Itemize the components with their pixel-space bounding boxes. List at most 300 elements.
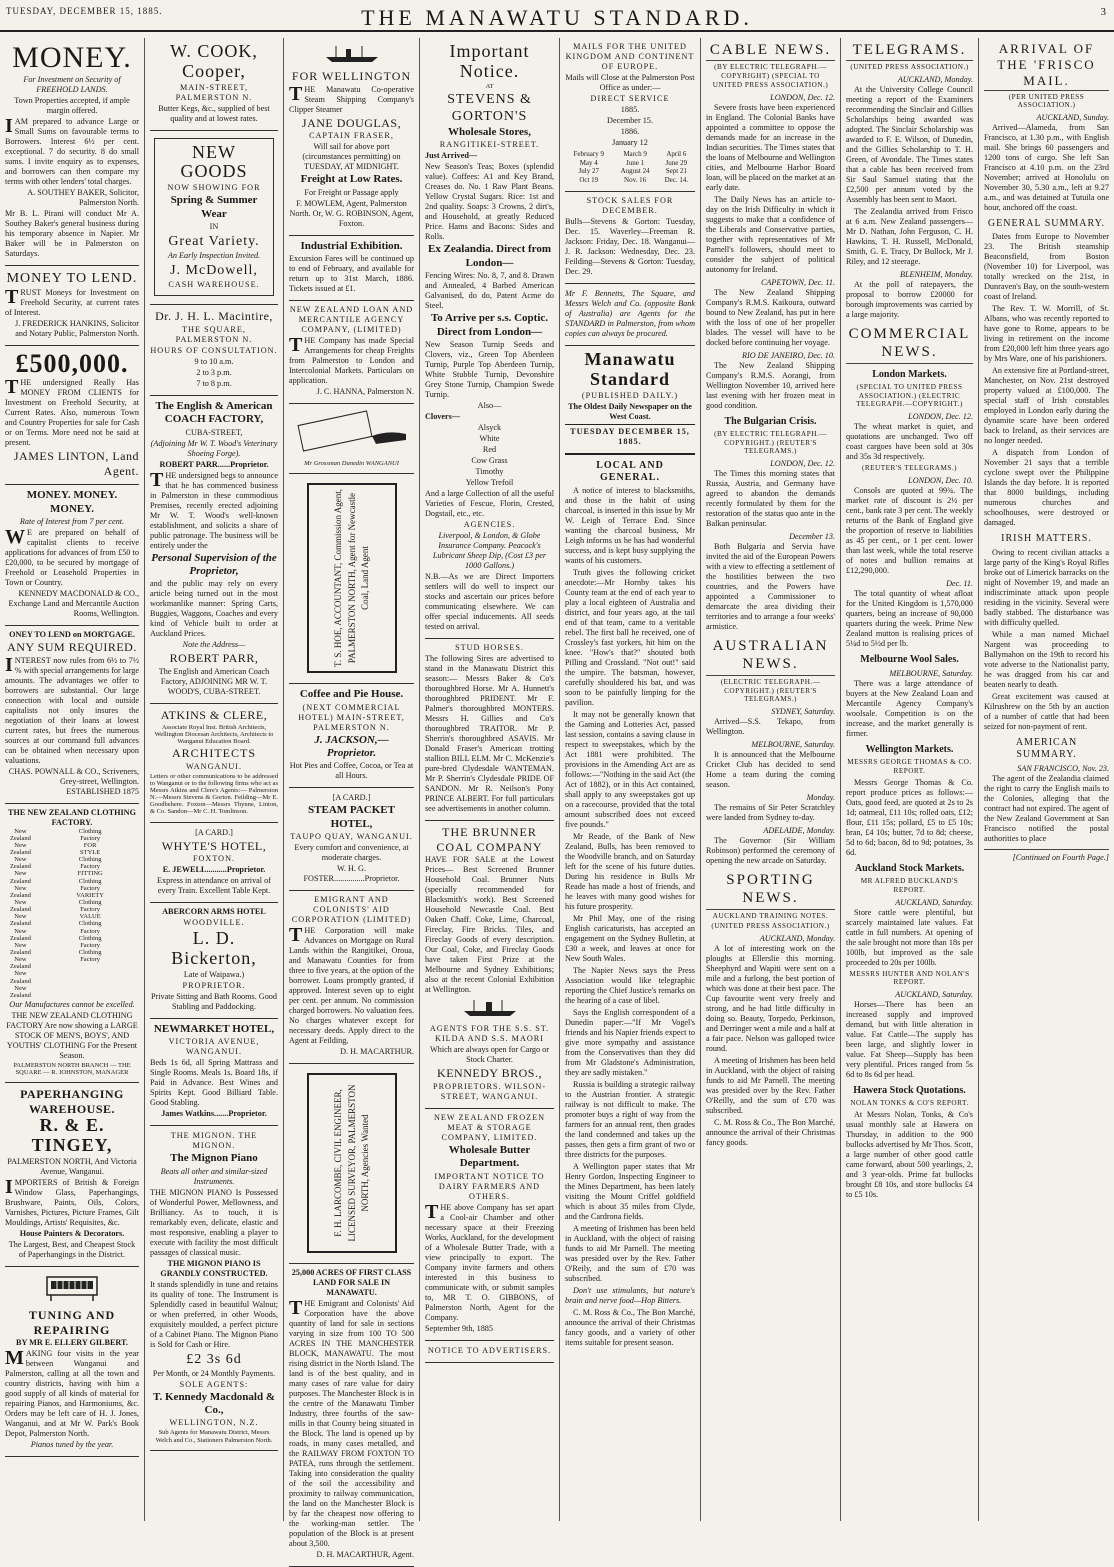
ad-aber-body: Private Sitting and Bath Rooms. Good Stabling and Paddocking. [151,991,277,1011]
table-cell: May 4 [579,158,598,167]
ad-otl-title: ONEY TO LEND on MORTGAGE. [9,629,135,639]
ad-tingey-body: IMPORTERS of British & Foreign Window Glass, Paperhangings, Brushware, Paints, Oils, Colors, Varnishes, Pictures, Picture Frames, Gilt Mouldings, Artists' Requisites, &c. [5,1176,139,1228]
aus-para-4: The Governor (Sir William Robinson) performed the ceremony of opening the new arcade on Saturday. [706,836,835,866]
wellington-para: Messrs George Thomas & Co. report produce prices as follows:—Oats, good feed, are quoted at 2s to 2s 1d; oatmeal, £11 10s; rolled oats, £12; flour, £11 15s; pollard, £5 to £5 10s; bran, £4 10s; butter, 7d to 8d; cheese, 5d to 6d; bacon, 8d to 9d; potatoes, 3s 6d. [846,777,973,857]
ad-whyte-card: [A CARD.] [195,827,233,837]
clothing-line-left: New Zealand [9,884,31,899]
hunter-nolan-sub: MESSRS HUNTER AND NOLAN'S REPORT. [849,969,970,987]
london-markets-sub: (SPECIAL TO UNITED PRESS ASSOCIATION.) (ELECTRIC TELEGRAPH.—COPYRIGHT.) [856,382,963,409]
mails-sub: DIRECT SERVICE [590,94,670,103]
lg-para-7: Russia is building a strategic railway to the Austrian frontier. A strategic railway is not difficult to make. The promoter buys a right of way from the farmers for an annual rent, then grades the land condemned and takes up the passes, then gets a firm grant of two or three districts for the purposes. [565,1080,695,1160]
melbourne-para: There was a large attendance of buyers at the New Zealand Loan and Mercantile Agency Company's woolsale. Competition is on the increase, and the market generally is firmer. [846,679,973,739]
ad-newm-proprietor: James Watkins.......Proprietor. [161,1109,267,1119]
ad-money-signature: A. SOUTHEY BAKER, Solicitor, Palmerston North. [27,187,139,207]
ad-brun-agents-body: Which are always open for Cargo or Stock Charter. [430,1045,549,1065]
irish-para-2: While a man named Michael Nargent was proceeding to Ballymahon on the 19th to record his vote adverse to the Nationalist party, he was dragged from his car and beaten nearly to death. [984,629,1109,689]
melbourne-loc: MELBOURNE, Saturday. [889,669,973,679]
ad-clothing-factory [5,804,139,1084]
ad-emig-signature: D. H. MACARTHUR. [340,1047,414,1057]
ad-atk-title: ATKINS & CLERE, [160,708,268,723]
aus-loc-1: SYDNEY, Saturday. [771,707,835,717]
masthead [0,0,1114,32]
ad-money-title: MONEY. [12,41,132,74]
sporting-news-title: SPORTING NEWS. [706,868,835,910]
london-para-1: The wheat market is quiet, and quotations are unchanged. Two off coast cargoes have been sold at 30s and 35s 3d respectively. [846,422,973,462]
piano-icon [45,1273,99,1303]
mails-body: Mails will Close at the Palmerston Post Office as under:— [565,73,695,92]
ad-coach-name2: ROBERT PARR, [169,651,259,666]
ad-newm-body: Beds 1s 6d, all Spring Mattrass and Single Rooms. Meals 1s. Board 18s, if Paid in Advance. Best Wines and Spirits Kept. Good Billiard Table. Good Stabling. [150,1058,278,1108]
lg-para-1: Truth gives the following cricket anecdote:—Mr Hornby takes his County team at the end of each year to play a local eighteen of Australia and district, and four years ago, at the tail end of that team, came to a veritable rebel. The first ball he received, one of Crossley's fast yorkers, hit him on the knee. "How's that?" shouted both Pilling and Crossland. "Not out!" said the umpire. The batsman, however, carefully shouldered his bat, and was soon to be painfully limping for the pavilion. [565,568,695,708]
ad-tingey-title: R. & E. TINGEY, [31,1115,113,1156]
table-cell: June 29 [665,158,688,167]
ad-cof-body: Hot Pies and Coffee, Cocoa, or Tea at all Hours. [289,761,414,781]
ad-newmarket-hotel [150,1019,278,1126]
ad-well-sail: Will sail for above port (circumstances permitting) on TUESDAY, AT MIDNIGHT. [302,142,401,172]
ad-mtl-body: TRUST Moneys for Investment on Freehold Security, at current rates of Interest. [5,285,139,317]
mails-date-1: 1886. [620,127,640,136]
clothing-line-right: STYLE [80,848,101,856]
ad-clovers-body: And a large Collection of all the useful Varieties of Fescue, Florin, Crested, Dogstail, etc., etc. [425,488,554,518]
ad-coffee-pie [289,684,414,788]
ad-steam-card: [A CARD.] [332,793,371,803]
cable-para-4: The New Zealand Shipping Company's R.M.S. Aorangi, from Wellington November 10, arrived here last evening with her frozen meat in good condition. [706,360,835,410]
ad-mig-grand: THE MIGNON PIANO IS GRANDLY CONSTRUCTED. [160,1258,268,1278]
auckland-stock-loc: AUCKLAND, Saturday. [895,897,973,907]
clothing-line-left: New Zealand [9,898,31,914]
page-number: 3 [1100,6,1106,18]
ad-frozen-meat [425,1109,554,1341]
ad-mig-terms: Per Month, or 24 Monthly Payments. [152,1368,276,1378]
ad-dr-hours-title: HOURS OF CONSULTATION. [150,345,278,355]
ad-tingey-trade: House Painters & Decorators. [19,1229,125,1239]
ad-asr-body: INTEREST now rules from 6½ to 7½ % with special arrangements for large amounts. The advantages we offer to borrowers are substantial. Our large connection with local and outside capitalists not only insures the negotiation of their loans at lowest current rates, but frees the numerous sources at our command full advances can be obtained when necessary upon valuations. [5,653,140,765]
ad-tuning-foot: Pianos tuned by the year. [30,1440,114,1450]
ad-imp-street: RANGITIKEI-STREET. [439,140,540,150]
sporting-loc: AUCKLAND, Monday. [759,934,835,944]
telegrams-loc-2: BLENHEIM, Monday. [900,270,973,280]
ad-mig-town: WELLINGTON, N.Z. [169,1418,259,1428]
wellington-markets-title: Wellington Markets. [865,744,954,756]
ad-tuning [5,1267,139,1457]
ms-tag: The Oldest Daily Newspaper on the West Coast. [568,401,692,421]
american-para: The agent of the Zealandia claimed the right to carry the English mails to the Colonies, alleging that the contract had not expired. The agent of the New Zealand Government at San Francisco notified the postal authorities to place [984,773,1109,843]
mails-schedule-table [565,150,695,184]
sporting-sub-1: AUCKLAND TRAINING NOTES. [712,911,829,920]
ad-aber-town: WOODVILLE. [183,918,245,928]
ad-mig-price: £2 3s 6d [186,1351,242,1367]
auckland-stock-title: Auckland Stock Markets. [854,862,965,874]
ad-dr-address: THE SQUARE, PALMERSTON N. [175,324,253,344]
frisco-mail-title: ARRIVAL OF THE 'FRISCO MAIL. [984,38,1109,91]
general-para-1: Dates from Europe to November 23. The British steamship Beaconsfield, from Boston (November 10) for Liverpool, was totally wrecked on the 21st, in Dunraven's Bay, on the south-western coast of Ireland. [984,232,1109,302]
ms-sub: (PUBLISHED DAILY.) [581,390,679,400]
column-3 [283,38,419,1560]
cable-news-title: CABLE NEWS. [706,38,835,61]
irish-para-3: Great excitement was caused at Kilrushrew on the 5th by an auction of a number of cattle that had been seized for non-payment of rent. [984,691,1109,731]
telegrams-para-3: At the poll of ratepayers, the proposal to borrow £20000 for borough improvements was carried by a large majority. [846,280,973,320]
ad-mig-body2: It stands splendidly in tune and retains its quality of tone. The Instrument is Splendidly cased in beautiful Walnut; or when preferred, in other Woods, exquisitely moulded, a perfect picture of a Cabinet Piano. The Mignon Piano is Sold for Cash or Hire. [150,1279,278,1349]
ad-agencies-body: Liverpool, & London, & Globe Insurance Company. Peacock's Lubricant Sheep Dip, (Cost £3 per 1000 Gallons.) [432,530,547,570]
general-summary-title: GENERAL SUMMARY. [987,218,1106,230]
ad-whyte-title: WHYTE'S HOTEL, [161,838,267,853]
ad-well-ship: JANE DOUGLAS, [301,115,402,130]
frisco-mail-para: Arrived—Alameda, from San Francisco, at 1.30 p.m., with English mail. She brings 60 passengers and 1200 tons of cargo. She left San Francisco at 4.10 p.m. on the 23rd November; arrived at Honolulu on November 30, 5.30 a.m., left at 9.27 a.m., and was detained at Tutuila one hour, anchored off the coast. [984,123,1109,213]
telegrams-para-2: The Zealandia arrived from Frisco at 6 a.m. New Zealand passengers—Mr D. Nathan, John Ferguson, C. H. Hawkins, T. H. Russell, McDonald, Smith, G. E. Tracy, Dr Bullock, Mr J. Riley, and 12 steerage. [846,207,973,267]
ad-coach-address-note: Note the Address— [182,640,246,650]
ad-clover-2: Red [482,444,497,454]
ad-nz-branch: PALMERSTON NORTH BRANCH — THE SQUARE — R. JOHNSTON, MANAGER [13,1061,131,1077]
ad-imp-at: AT [485,82,494,90]
melbourne-wool-title: Melbourne Wool Sales. [860,653,959,665]
column-4 [419,38,559,1521]
ad-500000-body: THE undersigned Really Has MONEY FROM CLIENTS for Investment on Freehold Security, at Current Rates. Also, numerous Town and Country Properties for sale for Cash or on Terms. More need not be said at present. [5,375,139,447]
ad-tingey [5,1083,139,1267]
ad-imp-sub: Wholesale Stores, [448,125,531,138]
ad-industrial-exhibition [289,236,414,301]
telegrams-sub: (UNITED PRESS ASSOCIATION.) [850,63,969,72]
ad-nz-show: THE NEW ZEALAND CLOTHING FACTORY Are now showing a LARGE STOCK OF MEN'S, BOYS', AND YOUTHS' CLOTHING For the Present Season. [6,1010,138,1060]
australian-news-title: AUSTRALIAN NEWS. [706,634,835,676]
ad-new-goods [150,131,278,306]
column-7 [840,38,978,1521]
table-cell: June 1 [626,158,645,167]
frisco-mail-sub: (PER UNITED PRESS ASSOCIATION.) [1008,92,1085,110]
ad-ind-body: Excursion Fares will be continued up to end of February, and available for return up to 31st March, 1886. Tickets issued at £1. [289,254,414,294]
ad-coach-body2: and the public may rely on every article being turned out in the most workmanlike manner: Spring Carts, Buggies, Waggons, Coaches and every kind of Vehicle built to order at Auckland Prices. [150,579,278,639]
ad-nzf-date: September 9th, 1885 [425,1323,493,1333]
steamship-icon [460,999,520,1017]
london-para-2: Consols are quoted at 99¾. The market rate of discount is 2½ per cent., bank rate 3 per cent. The weekly returns of the Bank of England give the proportion of reserve to liabilities as 45 per cent., or 1 per cent. lower than last week, while the total reserve of notes and bullion remains at £12,290,000. [846,485,973,575]
table-cell: Dec. 14. [664,175,689,184]
aus-para-1: Arrived—S.S. Tekapo, from Wellington. [706,717,835,737]
newspaper-title: THE MANAWATU STANDARD. [361,5,753,30]
ad-well-captain: CAPTAIN FRASER, [309,131,394,141]
ad-newm-address: VICTORIA AVENUE, WANGANUI. [168,1037,260,1057]
editorial-header [565,346,695,455]
ad-nzf-sub: Wholesale Butter Department. [448,1143,531,1170]
clothing-list-right [75,828,139,999]
clothing-line-left: New Zealand [9,941,31,956]
aus-para-3: The remains of Sir Peter Scratchley were landed from Sydney to-day. [706,803,835,823]
ad-ken-sub: PROPRIETORS. WILSON-STREET, WANGANUI. [433,1081,546,1101]
ad-hand-sign-text: Mr Grossman Dunedin WANGANUI [304,460,399,468]
london-loc-2: LONDON, Dec. 10. [908,475,973,485]
clothing-line-right: Clothing Factory [78,948,102,964]
ad-mtl-title: MONEY TO LEND. [6,270,138,286]
ad-atk-arch: ARCHITECTS [171,746,256,761]
clothing-line-right: FITTING [77,870,103,878]
ad-500000 [5,346,139,486]
ad-also: Also— [477,400,502,410]
ad-mtl-signature: J. FREDERICK HANKINS, Solicitor and Notary Public, Palmerston North. [15,318,139,338]
ad-aber-name: L. D. Bickerton, [171,928,257,968]
ad-mignon-piano [150,1126,278,1451]
ad-whyte-body: Express in attendance on arrival of every Train. Excellent Table Kept. [157,876,271,896]
ad-cof-proprietor: J. JACKSON,— Proprietor. [314,733,389,760]
ad-stud-horses [425,639,554,821]
ad-money-note: Mr B. L. Pirani will conduct Mr A. Southey Baker's general business during his temporary absence in Napier. Mr Baker will be in Palmerston on Saturdays. [5,208,139,258]
ad-acres-body: THE Emigrant and Colonists' Aid Corporation have the above quantity of land for sale in sections varying in size from 100 TO 500 ACRES IN THE MANCHESTER BLOCK, MANAWATU. The most rising district in the North Island. The land is of the best quality, and in many cases of rare value for dairy purposes. The Manchester Block is in the centre of the Manawatu Timber Industry, three fourths of the saw-mills in that County being situated in the Block. The land is opened up by roads, in many cases metalled, and the RAILWAY FROM FOXTON TO PATEA, runs through the settlement. Taking into consideration the quality of the soil the accessibility and proximity to railway communication, the land on the Manchester Block is by far the cheapest now offering to the working-man settler. The population of the Block is at present about 3,500. [289,1297,414,1549]
irish-para-1: Owing to recent civilian attacks a large party of the King's Royal Rifles broke out of Limerick barracks on the night of November 19, and made an indiscriminate attack upon people residing in the vicinity. Several were badly stabbed. The disturbance was with difficulty quelled. [984,547,1109,627]
ad-mig-sub: Beats all other and similar-sized Instruments. [160,1166,268,1186]
ad-money [5,38,139,266]
ad-coach-factory [150,396,278,704]
mails-title: MAILS FOR THE UNITED KINGDOM AND CONTINENT OF EUROPE. [565,42,695,71]
ad-atkins-clere [150,704,278,823]
notice-stock-sales [565,192,695,284]
ad-brun-title: THE BRUNNER COAL COMPANY [436,824,543,854]
ad-cof-title: Coffee and Pie House. [299,688,404,701]
ad-cook-address: MAIN-STREET, PALMERSTON N. [175,82,253,102]
notice-mails [565,38,695,192]
ad-aber-late: Late of Waipawa.) [183,969,245,979]
mails-date-2: January 12 [612,138,648,147]
sporting-para-1: A lot of interesting work on the ploughs at Ellerslie this morning. Sheephyrd and Wapiti were sent on a mile and a furlong, the best portion of which was done at their best pace. The Cup favourite went very freely and strong, and he had little difficulty in doing so. Beauty, Torpedo, Perkinson, and Derringer went a mile and a half at a fair pace. Nelson was galloped twice round. [706,944,835,1054]
lg-para-5: The Napier News says the Press Association would like telegraphic reporting the Chief Justice's remarks on the hearing of a case of libel. [565,966,695,1006]
ad-emigrant-corp [289,891,414,1064]
ad-money-to-lend [5,266,139,346]
ad-money-money-money [5,485,139,626]
ad-25000-acres [289,1264,414,1567]
ad-atk-sub: Associate Royal Inst. British Architects, Wellington Diocesan Architects, Architects to Wanganui Education Board. [154,723,274,745]
ad-steam-address: TAUPO QUAY, WANGANUI. [290,832,413,842]
ad-well-agent: F. MOWLEM, Agent, Palmerston North. Or, W. G. ROBINSON, Agent, Foxton. [289,198,414,228]
ad-well-title: FOR WELLINGTON [291,69,412,83]
auckland-stock-para: Store cattle were plentiful, but scarcely maintained late values. Fat cattle in full numbers. At opening of the sale brought not more than 18s per 100lb, but improved as the sale proceeded to 20s per 100lb. [846,907,973,967]
telegrams-para-1: At the University College Council meeting a report of the Examiners recommending the Sinclair and Gillies Scholarships being awarded was adopted. The Sinclair Scholarship was awarded to F. E. Wilson, of Dunedin, and the Gillies Scholarship to T. H. Green, of Avondale. The Times states that a cable has been received from Sir Saul Samuel stating that the £2,500 per annum voted by the Assembly has been sent to Maori. [846,85,973,205]
column-2 [144,38,283,1521]
lg-para-0: A notice of interest to blacksmiths, and those in the habit of using charcoal, is inserted in this issue by Mr W. Leigh of Terrace End. Since wanting the charcoal business, Mr Leigh informs us he has had wonderful success, and is kept busy supplying the wants of his customers. [565,486,695,566]
hawera-title: Hawera Stock Quotations. [853,1085,966,1097]
ad-whyte-town: FOXTON. [192,854,236,864]
ad-well-freight: Freight at Low Rates. [300,173,403,186]
ad-goods-show: NOW SHOWING FOR [167,183,261,193]
telegrams-title: TELEGRAMS. [846,38,973,61]
table-cell: February 9 [573,150,604,158]
ad-tuning-by: BY MR E. ELLERY GILBERT. [16,1338,128,1348]
ms-date: TUESDAY DECEMBER 15, 1885. [565,424,695,447]
ad-tuning-title: TUNING AND REPAIRING [28,1308,116,1337]
ad-nzl-title: NEW ZEALAND LOAN AND MERCANTILE AGENCY COMPANY, (LIMITED) [289,305,414,335]
ms-title: Manawatu Standard [584,349,676,389]
aus-loc-4: ADELAIDE, Monday. [763,826,835,836]
ad-paper-title: PAPERHANGING WAREHOUSE. [20,1087,124,1116]
mails-year: 1885. [620,105,640,114]
ad-nzl-body: THE Company has made Special Arrangements for cheap Freights from Palmerston to London and Intercolonial Markets. Particulars on application. [289,334,414,386]
column-1 [0,38,144,1521]
hawera-sub: NOLAN TONKS & CO'S REPORT. [850,1099,969,1108]
ad-tingey-address: PALMERSTON NORTH, And Victoria Avenue, Wanganui. [7,1157,137,1177]
lg-more: Don't use stimulants, but nature's brain and nerve food—Hop Bitters. [565,1286,695,1306]
ad-atk-town: WANGANUI. [185,761,243,771]
bulgarian-loc: LONDON, Dec. 12. [770,459,835,469]
ad-mig-head: The Mignon Piano [170,1152,258,1165]
table-cell: Nov. 16 [624,175,647,184]
ad-clover-1: White [479,433,500,443]
ad-coach-address: CUBA-STREET, [185,427,243,437]
american-loc: SAN FRANCISCO, Nov. 23. [1017,763,1109,773]
ad-goods-title: NEW GOODS [180,141,248,182]
london-para-3: The total quantity of wheat afloat for the United Kingdom is 1,570,000 quarters, being an increase of 90,000 quarters during the week. Prime New Zealand mutton is realising prices of 5¼d to 5½d per lb. [846,588,973,648]
table-cell: Sept 21 [665,167,687,176]
ad-goods-in: IN [209,222,219,231]
local-and-general [565,460,695,1348]
table-cell: Oct 19 [579,175,599,184]
ad-ken-title: KENNEDY BROS., [437,1066,542,1081]
clothing-line-left: New Zealand [9,841,31,856]
ad-notice-adv: NOTICE TO ADVERTISERS. [427,1345,552,1355]
frisco-mail-loc: AUCKLAND, Sunday. [1036,113,1109,123]
ad-goods-variety: Great Variety. [168,234,260,249]
ad-500000-title: £500,000. [15,348,129,378]
ad-money-intro: For Investment on Security of FREEHOLD LANDS. [23,74,121,94]
ad-imp-firm: STEVENS & GORTON'S [447,91,532,124]
ad-dr-title: Dr. J. H. L. Macintire, [155,309,273,324]
ad-whytes-hotel [150,823,278,904]
clothing-line-right: Clothing Factory [78,877,102,892]
hunter-nolan-loc: AUCKLAND, Saturday. [895,990,973,1000]
lg-para-8: A Wellington paper states that Mr Henry Gordon, Inspecting Engineer to the Mines Department, has been lately visiting the Mount Criffel goldfield which is about 35 miles from Clyde, and the Cardrona fields. [565,1162,695,1222]
sporting-sub-2: (UNITED PRESS ASSOCIATION.) [711,922,830,931]
hunter-nolan-para: Horses—There has been an increased supply and improved demand, but with little alteration in value. Fat Cattle—The supply has been large, and slightly lower in value. Fat Sheep—Supply has been very plentiful. Prices ranged from 5s 6d to 8s 6d per head. [846,1000,973,1080]
ad-nz-title: THE NEW ZEALAND CLOTHING FACTORY. [8,807,136,827]
ad-ind-title: Industrial Exhibition. [300,239,403,252]
ad-mcd-name: J. McDowell, [170,263,258,279]
ad-coach-title: The English & American COACH FACTORY, [155,399,273,426]
pointing-hand-icon [292,408,412,456]
cable-para-2: The Daily News has an article to-day on the Irish Difficulty in which it suggests to make that a confidence of the Liberals and Conservative parties, together with representatives of Mr Parnell's followers, should meet to consider the subject of political autonomy for Ireland. [706,194,835,274]
ad-clover-0: Alsyck [477,422,502,432]
ad-hoe-card [289,474,414,684]
ad-nzf-title: NEW ZEALAND FROZEN MEAT & STORAGE COMPANY, LIMITED. [433,1112,546,1142]
hawera-para: At Messrs Nolan, Tonks, & Co's usual monthly sale at Hawera on Thursday, in addition to the 900 bullocks advertised by Mr Thos. Scott, a large number of other good cattle came forward, about 500 yearlings, 2, and 3 year-olds. Prime fat bullocks brought £8 10s, and store bullocks £4 to £5 10s. [846,1110,973,1200]
clothing-line-left: New Zealand [9,913,31,928]
ad-clover-3: Cow Grass [471,455,508,465]
ad-coach-supervision: Personal Supervision of the Proprietor, [151,551,277,577]
ad-steam-packet [289,788,414,891]
bulgarian-para-2: Both Bulgaria and Servia have invited the aid of the European Powers with a view to effecting a settlement of the hostilities between the two countries, and the Powers have appointed a Commissioner to demarcate the area dividing their territories and to arrange a four weeks' armistice. [706,542,835,632]
clothing-line-left: New Zealand [9,856,31,871]
stock-body: Bulls—Stevens & Gorton: Tuesday, Dec. 15. Waverley—Freeman R. Jackson: Friday, Dec. 18. Wanganui—J. R. Jackson: Wednesday, Dec. 23. Feilding—Stevens & Gorton: Tuesday, Dec. 29. [565,217,695,277]
ad-cook-body: Butter Kegs, &c., supplied of best quality and at lowest rates. [158,103,270,123]
column-5 [559,38,700,1521]
ad-goods-season: Spring & Summer Wear [170,194,258,220]
cable-para-3: The New Zealand Shipping Company's R.M.S. Kaikoura, outward bound to New Zealand, has put in here with the loss of one of her propeller blades. The vessel will have to be docked before continuing her voyage. [706,287,835,347]
ad-imp-title: Important Notice. [449,41,530,81]
ad-goods-invite: An Early Inspection Invited. [167,251,261,261]
ad-asr-signature: CHAS. POWNALL & CO., Scriveners, Grey-street, Wellington. ESTABLISHED 1875 [8,766,139,796]
bulgarian-title: The Bulgarian Crisis. [724,415,817,427]
ad-steam-body: Every comfort and convenience, at moderate charges. [294,843,409,863]
ad-coach-foot: The English and American Coach Factory, ADJOINING MR W. T. WOOD'S, CUBA-STREET. [158,667,270,697]
ad-clovers-title: Clovers— [425,411,461,421]
ad-money-sub: Town Properties accepted, if ample margin offered. [14,95,130,115]
ad-emig-body: THE Corporation will make Advances on Mortgage on Rural Lands within the Rangitikei, Oroua, and Manawatu Counties for from three to five years, at the option of the borrower. Loans promptly granted, if approved. Interest seven up to eight per cent. per annum. No commission charged borrowers. No valuation fees. No charges whatever except for necessary deeds. Apply direct to the Agent at Feilding, [289,924,414,1046]
ad-dr-hours-2: 7 to 8 p.m. [196,378,232,388]
lg-para-4: Mr Phil May, one of the rising English caricaturists, has accepted an engagement on the Sydney Bulletin, at £30 a week, and leaves at once for New South Wales. [565,914,695,964]
london-loc: LONDON, Dec. 12. [908,412,973,422]
telegrams-loc: AUCKLAND, Monday. [897,75,973,85]
ad-ex-body: Fencing Wires: No. 8, 7, and 8. Drawn and Annealed, 4 Barbed American Galvanised, do do, Patent Acme do Steel. [425,271,554,311]
ad-larcombe-card [289,1064,414,1264]
table-cell: April 6 [666,150,687,158]
ad-nzf-notice: IMPORTANT NOTICE TO DAIRY FARMERS AND OTHERS. [434,1171,545,1201]
ad-imp-just: Just Arrived— [425,151,478,161]
aus-loc-3: Monday. [806,793,835,803]
ad-clover-4: Timothy [475,466,504,476]
cable-loc-3: RIO DE JANEIRO, Dec. 10. [742,350,835,360]
ad-nzf-body: THE above Company has set apart a Cool-air Chamber and other necessary space at their Freezing Works, Auckland, for the development of a Wholesale Butter Trade, with a view principally to export. The Company invite farmers and others interested in this business to communicate with, or submit samples to, MR T. O. GIBBONS, of Palmerston North, Agent for the Company. [425,1200,554,1322]
general-para-3: An extensive fire at Portland-street, Manchester, on Nov. 21st destroyed property valued at £100,000. The special staff of Irish constables employed in London early during the dynamite scare have been ordered back to Ireland, as their services are no longer needed. [984,366,1109,446]
table-row [565,150,695,159]
ad-mig-body: THE MIGNON PIANO Is Possessed of Wonderful Power, Mellowness, and Brilliancy. As to touch, it is remarkably even, delicate, elastic and most responsive, enabling a player to execute with facility the most difficult passages of classical music. [150,1187,278,1257]
ad-aber-title: ABERCORN ARMS HOTEL [162,907,266,917]
steamship-icon [322,45,382,63]
clothing-list-left [5,828,69,999]
ad-coach-proprietor: ROBERT PARR......Proprietor. [159,459,269,469]
clothing-line-left: New Zealand [9,827,31,842]
ad-ex-title: Ex Zealandia. Direct from London— [427,243,552,269]
ad-nb: N.B.—As we are Direct Importers settlers will do well to inspect our stocks and ascertain our prices before communicating elsewhere. We can offer special inducements. All seeds tested on arrival. [425,571,554,631]
ad-agencies: AGENCIES. [463,519,516,529]
clothing-line-left: New Zealand [9,870,31,885]
clothing-line-right: Clothing Factory [78,827,102,842]
cable-news-sub: (BY ELECTRIC TELEGRAPH.—COPYRIGHT) (SPECIAL TO UNITED PRESS ASSOCIATION.) [712,63,829,89]
ad-cof-address: (NEXT COMMERCIAL HOTEL) MAIN-STREET, PALMERSTON N. [298,702,405,732]
general-para-2: The Rev. T. W. Morrill, of St. Albans, who was recently reported to have gone to Rome, appears to be living in retirement on the income from £20,000 left him three years ago by Mrs Ware, one of his parishioners. [984,304,1109,364]
table-row [565,176,695,185]
australian-news-sub: (ELECTRIC TELEGRAPH.—COPYRIGHT.) (REUTER'S TELEGRAMS.) [720,677,821,704]
bulgarian-loc-2: December 13. [789,532,835,542]
column-6 [700,38,840,1521]
ad-steam-proprietor: W. H. G. FOSTER...............Proprietor. [303,864,400,884]
sporting-foot: C. M. Ross & Co., The Bon Marché, announce the arrival of their Christmas fancy goods. [706,1118,835,1148]
ad-emig-title: EMIGRANT AND COLONISTS' AID CORPORATION (LIMITED) [291,895,412,925]
ad-mig-sub-agents: Sub Agents for Manawatu District, Messrs Welch and Co., Stationers Palmerston North. [155,1429,273,1444]
column-8 [978,38,1114,1521]
ad-brun-body: HAVE FOR SALE at the Lowest Prices— Best Screened Brunner Household Coal. Brunner Nuts (specially recommended for Blacksmith's work). Best Screened Household Newcastle Coal. Best Oaken Chaff. Coke, Lime, Charcoal, Fireclay, Fire Bricks. Tiles, and Fireclay Goods of every description. Our Coal, Coke, and Fireclay Goods have taken First Prize at the Melbourne and Sydney Exhibitions; also at the recent Colonial Exhibition at Wellington. [425,855,554,995]
clothing-line-left: New Zealand [9,927,31,942]
ad-hand-sign [289,404,414,474]
ad-mmm-signature: KENNEDY MACDONALD & CO., Exchange Land and Mercantile Auction Rooms, Wellington. [8,588,139,618]
ad-tuning-body: MAKING four visits in the year between Wanganui and Palmerston, calling at all the town and country districts, having with him a good supply of all kinds of material for repairing Pianos, and Harmoniums, &c. Orders may be left care of H. J. Jones, Wanganui, and at Mr W. Park's Book Depot, Palmerston North. [5,1347,139,1439]
sporting-para-2: A meeting of Irishmen has been held in Auckland, with the object of raising funds to aid Mr Parnell. The meeting was presided over by the Rev. Father O'Reilly, and the sum of £70 was subscribed. [706,1056,835,1116]
lg-para-6: Says the English correspondent of a Dunedin paper:—"If Mr Vogel's friends and his Napier friends expect to give more sympathy and assistance from the Conservatives than they did from Mr Gladstone's Administration, they are sadly mistaken." [565,1008,695,1078]
clothing-line-left: New Zealand [9,970,31,985]
clothing-line-left: New Zealand [9,956,31,971]
ad-stud-title: STUD HORSES. [455,642,524,652]
ad-abercorn-arms [150,903,278,1019]
aus-para-2: It is announced that the Melbourne Cricket Club has decided to send Home a team during the coming season. [706,750,835,790]
lg-para-3: Mr Reade, of the Bank of New Zealand, Bulls, has been removed to the Woodville branch, and on Saturday left for the scene of his future duties. During his residence in Bulls Mr Reade has made a host of friends, and he leaves with many good wishes for his future prosperity. [565,832,695,912]
london-sub-2: (REUTER'S TELEGRAMS.) [861,464,958,473]
ad-mortgage [5,626,139,804]
table-row [565,167,695,176]
ad-larcombe-text: F. H. LARCOMBE, CIVIL ENGINEER, LICENSED SURVEYOR, PALMERSTON NORTH, Agencies Wanted [332,1084,370,1242]
general-para-4: A dispatch from London of November 21 says that a terrible cyclone swept over the Philippine Islands the day before. It is reported that 8000 buildings, including numerous churches and schoolhouses, were destroyed or damaged. [984,448,1109,528]
clothing-line-right: Clothing Factory [78,898,102,914]
ad-acres-signature: D. H. MACARTHUR, Agent. [316,1550,414,1560]
ad-steam-title: STEAM PACKET HOTEL, [308,804,395,830]
aus-loc-2: MELBOURNE, Saturday. [751,740,835,750]
adv-note: Mr F. Bennetts, The Square, and Messrs Welch and Co. (opposite Bank of Australia) are Agents for the STANDARD in Palmerston, from whom copies can always be procured. [565,289,695,339]
stock-title: STOCK SALES FOR DECEMBER. [586,196,674,216]
lg-title: LOCAL AND GENERAL. [596,459,664,483]
ad-mcd-warehouse: CASH WAREHOUSE. [168,280,260,290]
cable-loc-2: CAPETOWN, Dec. 11. [760,277,835,287]
ad-mmm-rate: Rate of Interest from 7 per cent. [19,516,125,526]
